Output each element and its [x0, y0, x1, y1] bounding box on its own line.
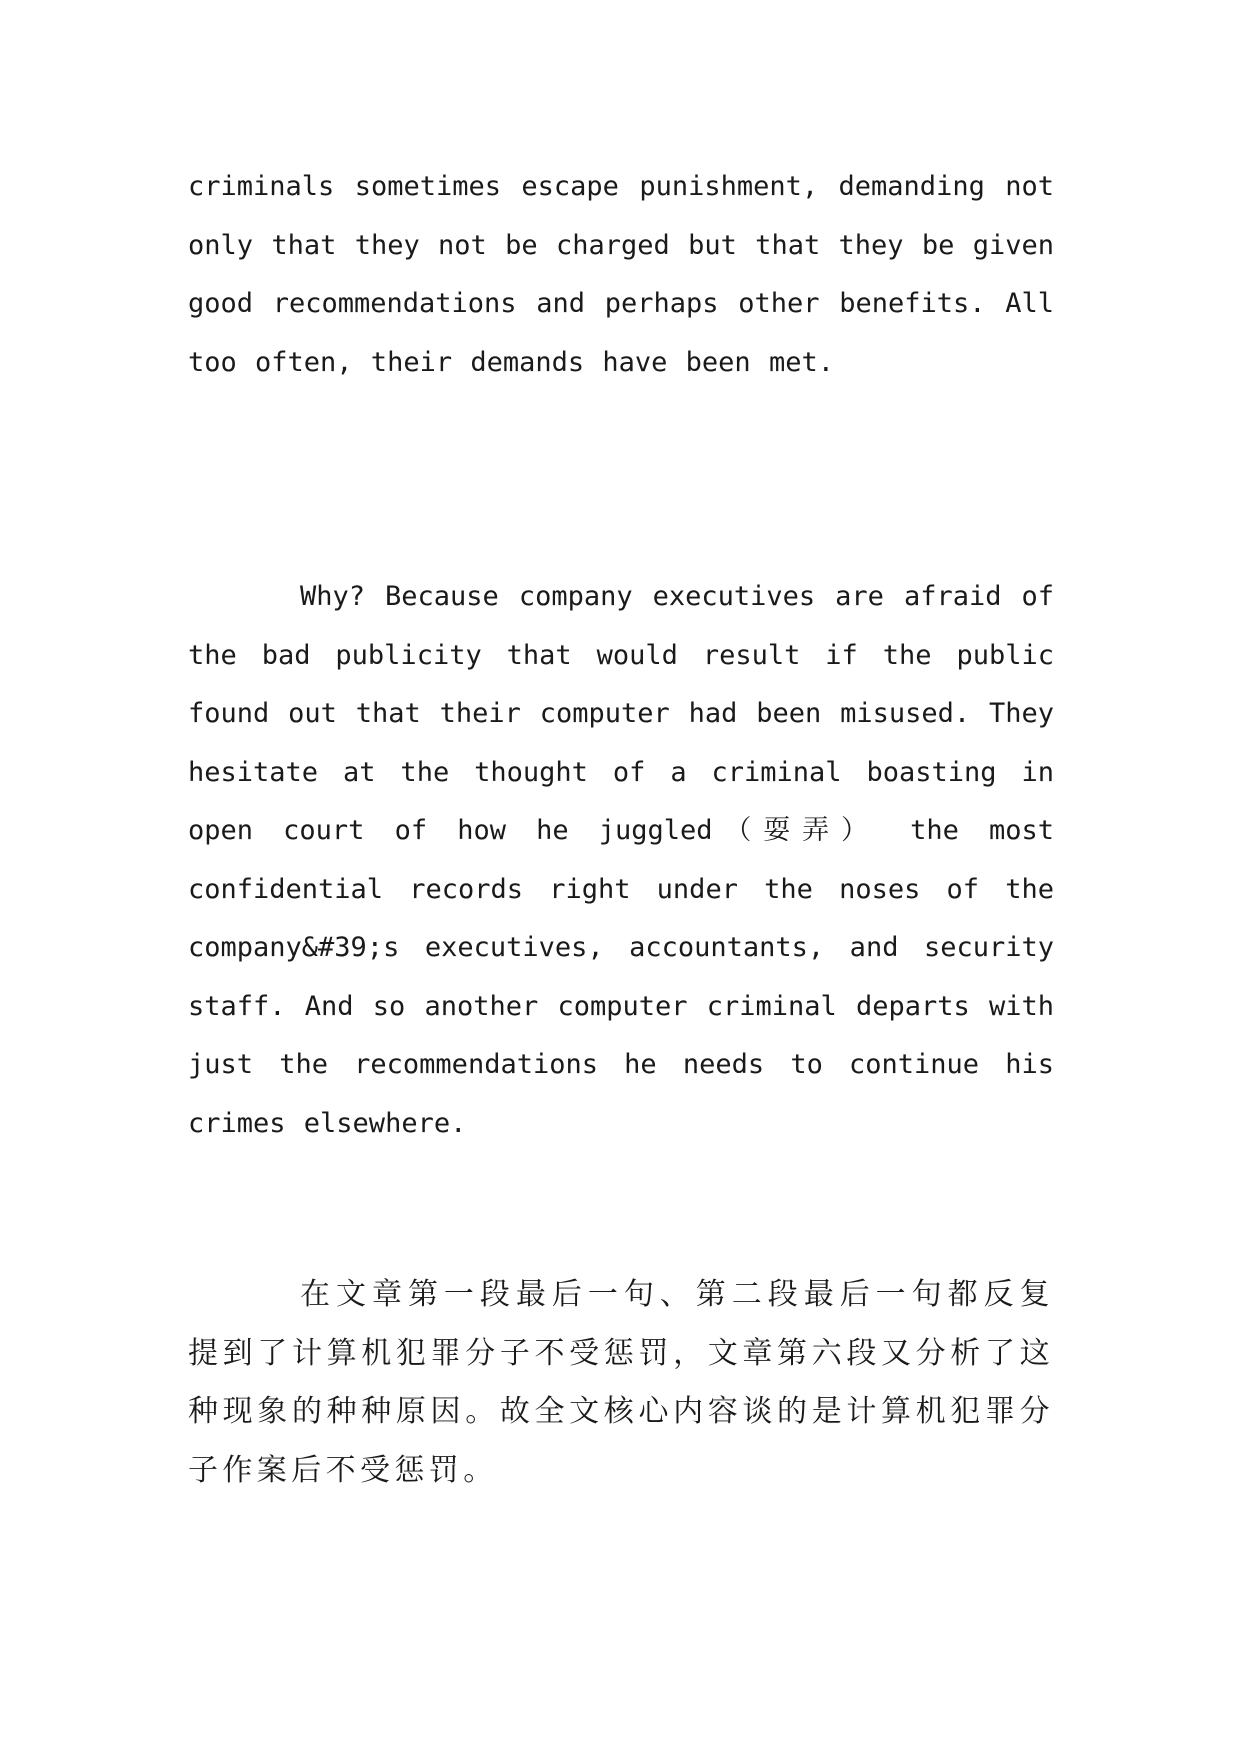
paragraph-english-continuation: criminals sometimes escape punishment, demanding not only that they not be charged but that they be given good recommendations and perhaps other benefits. All too often, their demands have been met.	[188, 171, 1054, 378]
paragraph-english-why: Why? Because company executives are afraid of the bad publicity that would result if the public found out that their computer had been misused. They hesitate at the thought of a criminal boasting in open court of how he juggled（耍弄） the most confidential records right under the noses of the company&#39;s executives, accountants, and security staff. And so another computer criminal departs with just the recommendations he needs to continue his crimes elsewhere.	[188, 581, 1054, 1139]
paragraph-chinese-analysis: 在文章第一段最后一句、第二段最后一句都反复提到了计算机犯罪分子不受惩罚，文章第六段又分析了这种现象的种种原因。故全文核心内容谈的是计算机犯罪分子作案后不受惩罚。	[188, 1277, 1054, 1488]
